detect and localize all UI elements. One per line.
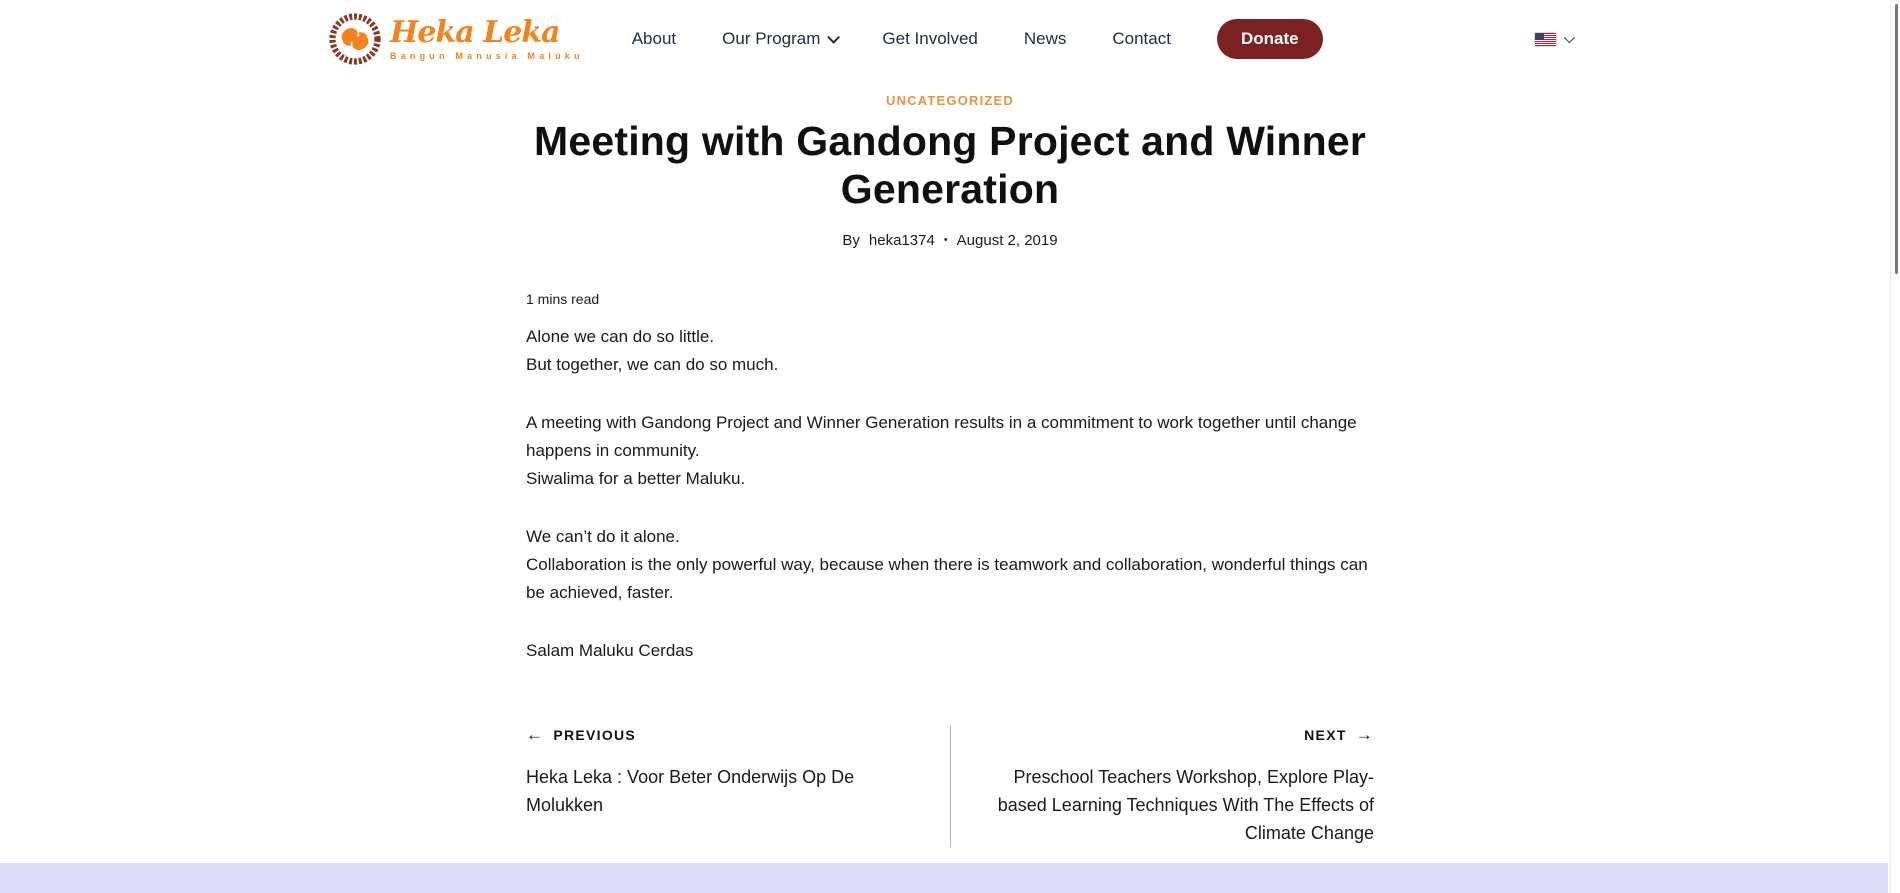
- main-nav: [632, 29, 1171, 49]
- paragraph: A meeting with Gandong Project and Winner Generation results in a commitment to work together until change happens in community. Siwalima for a better Maluku.: [526, 412, 1357, 488]
- read-time: 1 mins read: [526, 290, 600, 307]
- us-flag-icon: [1535, 33, 1556, 46]
- nav-get-involved[interactable]: Get Involved: [882, 29, 978, 48]
- previous-label: ← PREVIOUS: [526, 724, 637, 744]
- site-logo[interactable]: [328, 12, 584, 66]
- chevron-down-icon: [1564, 32, 1575, 43]
- chevron-down-icon: [828, 31, 841, 44]
- logo-tagline: Bangun Manusia Maluku: [390, 50, 584, 61]
- arrow-left-icon: ←: [526, 724, 545, 744]
- byline-prefix: By: [842, 231, 860, 249]
- byline: [526, 232, 1374, 249]
- nav-news[interactable]: News: [1023, 29, 1067, 48]
- paragraph: We can’t do it alone. Collaboration is the only powerful way, because when there is teamwork and collaboration, wonderful things can be achieved, faster.: [526, 526, 1368, 602]
- scrollbar-track[interactable]: [1890, 0, 1900, 893]
- nav-our-program[interactable]: Our Program: [722, 29, 836, 49]
- category-link[interactable]: UNCATEGORIZED: [885, 93, 1015, 108]
- heka-leka-logo-icon: [328, 12, 382, 66]
- footer-strip: [0, 863, 1888, 893]
- donate-button[interactable]: Donate: [1217, 19, 1323, 59]
- site-header: [328, 0, 1572, 66]
- page-title: Meeting with Gandong Project and Winner Generation: [533, 118, 1366, 212]
- byline-date: August 2, 2019: [956, 231, 1058, 249]
- arrow-right-icon: →: [1355, 724, 1374, 744]
- byline-separator: •: [943, 234, 948, 247]
- next-post: [950, 725, 1375, 847]
- previous-post-link[interactable]: Heka Leka : Voor Beter Onderwijs Op De Molukken: [526, 766, 855, 815]
- previous-post: [526, 725, 950, 847]
- category: [526, 92, 1374, 110]
- next-label: NEXT →: [1304, 724, 1374, 744]
- next-post-link[interactable]: Preschool Teachers Workshop, Explore Play-based Learning Techniques With The Effects of Climate Change: [997, 766, 1374, 843]
- paragraph: Salam Maluku Cerdas: [526, 640, 694, 660]
- nav-about[interactable]: About: [631, 29, 677, 48]
- scrollbar-thumb[interactable]: [1895, 4, 1898, 274]
- article-body: [526, 323, 1374, 665]
- paragraph: Alone we can do so little. But together, we can do so much.: [526, 326, 779, 374]
- post-navigation: [526, 725, 1374, 847]
- article: [526, 92, 1374, 665]
- byline-author[interactable]: heka1374: [868, 231, 935, 249]
- nav-contact[interactable]: Contact: [1112, 29, 1171, 48]
- logo-name: Heka Leka: [390, 14, 560, 50]
- language-switcher[interactable]: [1535, 33, 1572, 46]
